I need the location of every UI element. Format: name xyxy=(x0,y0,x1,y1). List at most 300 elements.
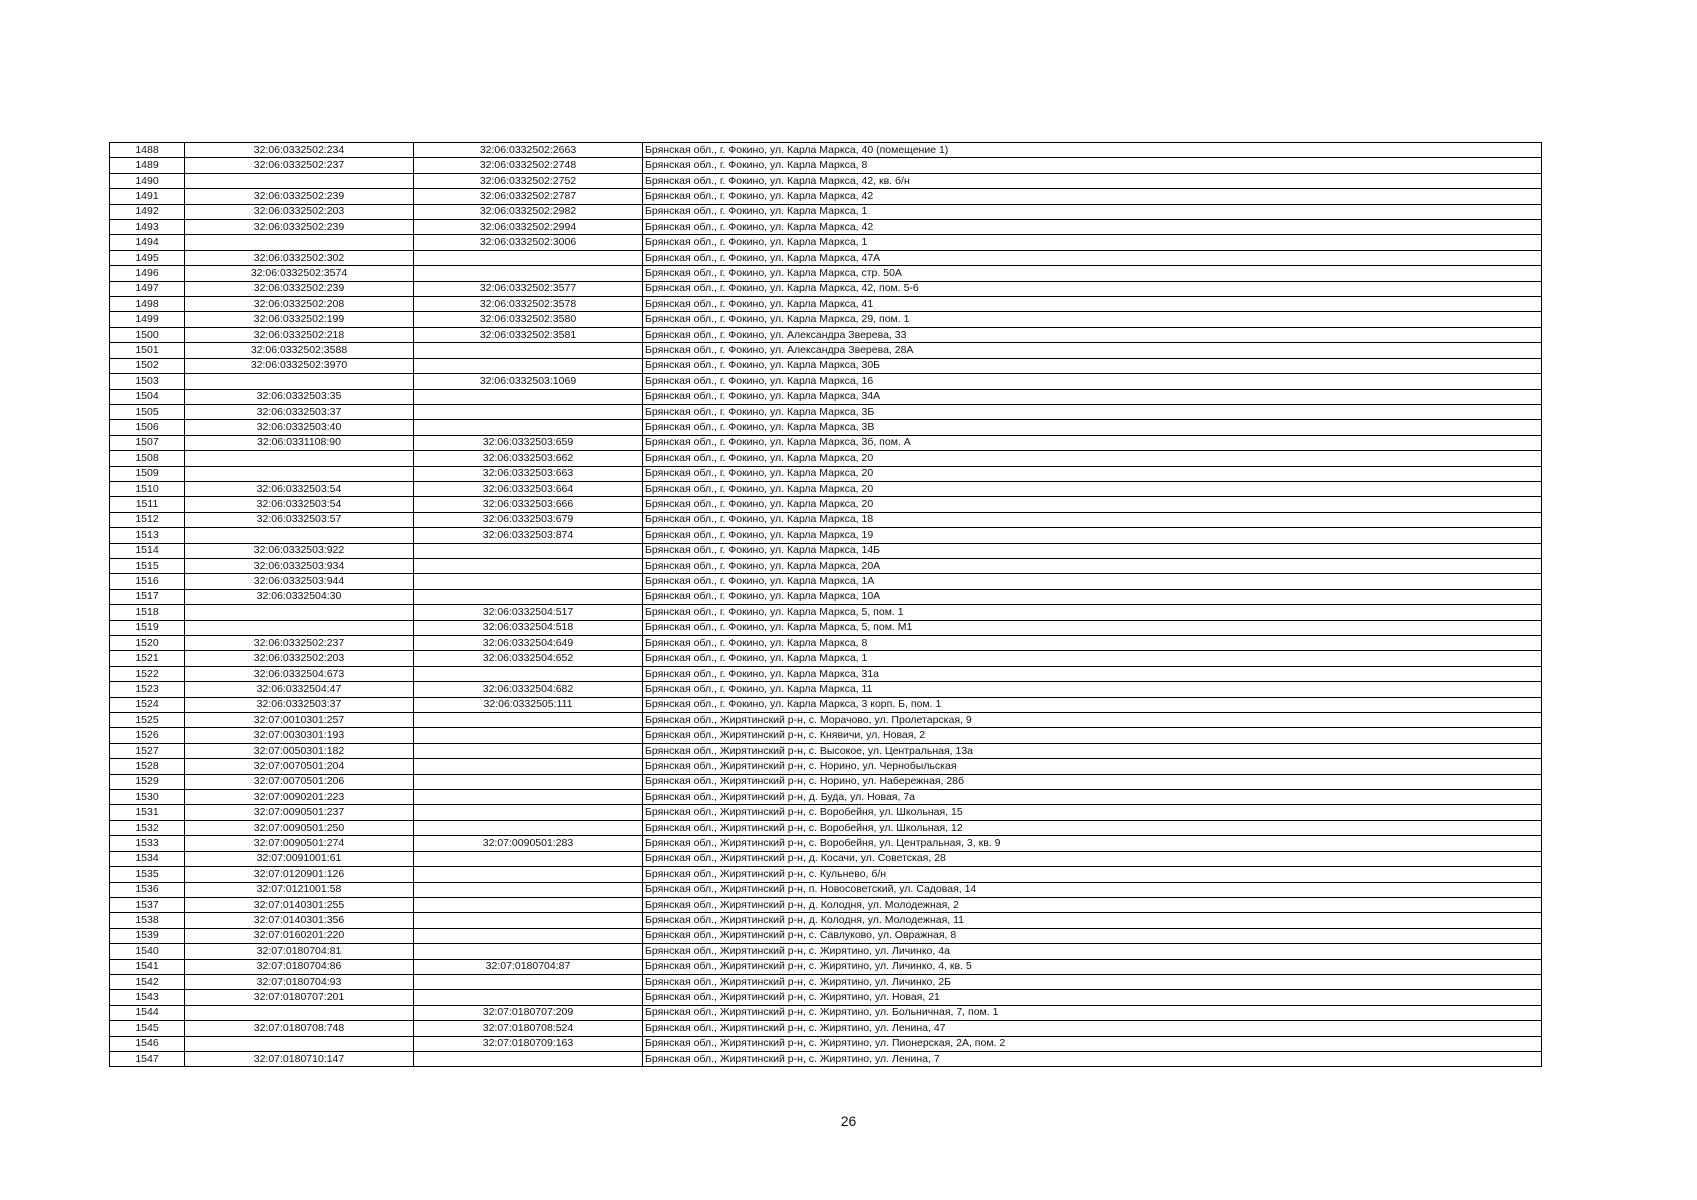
cadastral-number-object-cell: 32:06:0332502:302 xyxy=(185,250,414,265)
cadastral-number-premise-cell: 32:06:0332503:1069 xyxy=(414,374,643,389)
cadastral-number-object-cell xyxy=(185,1005,414,1020)
address-cell: Брянская обл., г. Фокино, ул. Карла Маркса, 16 xyxy=(643,374,1542,389)
address-cell: Брянская обл., Жирятинский р-н, с. Высокое, ул. Центральная, 13а xyxy=(643,743,1542,758)
cadastral-number-premise-cell xyxy=(414,713,643,728)
table-row xyxy=(110,990,1542,1005)
row-number-cell: 1489 xyxy=(110,158,185,173)
row-number-cell: 1519 xyxy=(110,620,185,635)
address-cell: Брянская обл., г. Фокино, ул. Карла Маркса, 42 xyxy=(643,189,1542,204)
cadastral-number-object-cell: 32:07:0180704:81 xyxy=(185,944,414,959)
cadastral-number-object-cell: 32:06:0332502:208 xyxy=(185,297,414,312)
table-row xyxy=(110,1021,1542,1036)
cadastral-number-premise-cell: 32:07:0090501:283 xyxy=(414,836,643,851)
row-number-cell: 1502 xyxy=(110,358,185,373)
cadastral-number-premise-cell: 32:07:0180709:163 xyxy=(414,1036,643,1051)
address-cell: Брянская обл., г. Фокино, ул. Александра Зверева, 33 xyxy=(643,327,1542,342)
address-cell: Брянская обл., г. Фокино, ул. Карла Маркса, 42 xyxy=(643,220,1542,235)
cadastral-number-premise-cell: 32:07:0180707:209 xyxy=(414,1005,643,1020)
table-row xyxy=(110,420,1542,435)
cadastral-number-object-cell: 32:07:0180710:147 xyxy=(185,1051,414,1066)
cadastral-number-object-cell: 32:06:0332503:934 xyxy=(185,558,414,573)
row-number-cell: 1524 xyxy=(110,697,185,712)
cadastral-number-object-cell: 32:07:0160201:220 xyxy=(185,928,414,943)
table-row xyxy=(110,774,1542,789)
table-row xyxy=(110,697,1542,712)
table-row xyxy=(110,158,1542,173)
address-cell: Брянская обл., г. Фокино, ул. Карла Маркса, 20А xyxy=(643,558,1542,573)
cadastral-number-premise-cell: 32:06:0332502:2982 xyxy=(414,204,643,219)
table-row xyxy=(110,620,1542,635)
cadastral-number-object-cell: 32:06:0332503:35 xyxy=(185,389,414,404)
address-cell: Брянская обл., г. Фокино, ул. Карла Маркса, 5, пом. М1 xyxy=(643,620,1542,635)
table-row xyxy=(110,281,1542,296)
row-number-cell: 1523 xyxy=(110,682,185,697)
address-cell: Брянская обл., Жирятинский р-н, с. Жирятино, ул. Больничная, 7, пом. 1 xyxy=(643,1005,1542,1020)
address-cell: Брянская обл., Жирятинский р-н, с. Княвичи, ул. Новая, 2 xyxy=(643,728,1542,743)
cadastral-number-premise-cell xyxy=(414,266,643,281)
cadastral-number-premise-cell xyxy=(414,820,643,835)
page-number: 26 xyxy=(840,1113,857,1129)
cadastral-number-premise-cell xyxy=(414,851,643,866)
address-cell: Брянская обл., г. Фокино, ул. Карла Маркса, 8 xyxy=(643,158,1542,173)
registry-table-body xyxy=(110,143,1542,1067)
address-cell: Брянская обл., г. Фокино, ул. Карла Маркса, 1 xyxy=(643,235,1542,250)
row-number-cell: 1495 xyxy=(110,250,185,265)
address-cell: Брянская обл., г. Фокино, ул. Карла Маркса, 41 xyxy=(643,297,1542,312)
cadastral-number-object-cell: 32:06:0332502:203 xyxy=(185,204,414,219)
row-number-cell: 1540 xyxy=(110,944,185,959)
cadastral-number-premise-cell: 32:06:0332503:662 xyxy=(414,451,643,466)
row-number-cell: 1490 xyxy=(110,173,185,188)
address-cell: Брянская обл., г. Фокино, ул. Карла Маркса, 20 xyxy=(643,481,1542,496)
table-row xyxy=(110,728,1542,743)
row-number-cell: 1539 xyxy=(110,928,185,943)
address-cell: Брянская обл., г. Фокино, ул. Карла Маркса, 3Б xyxy=(643,404,1542,419)
table-row xyxy=(110,327,1542,342)
address-cell: Брянская обл., г. Фокино, ул. Карла Маркса, 20 xyxy=(643,497,1542,512)
row-number-cell: 1547 xyxy=(110,1051,185,1066)
cadastral-number-object-cell: 32:07:0030301:193 xyxy=(185,728,414,743)
address-cell: Брянская обл., г. Фокино, ул. Карла Маркса, 3В xyxy=(643,420,1542,435)
row-number-cell: 1511 xyxy=(110,497,185,512)
table-row xyxy=(110,389,1542,404)
row-number-cell: 1494 xyxy=(110,235,185,250)
row-number-cell: 1533 xyxy=(110,836,185,851)
address-cell: Брянская обл., Жирятинский р-н, д. Колодня, ул. Молодежная, 2 xyxy=(643,897,1542,912)
table-row xyxy=(110,605,1542,620)
table-row xyxy=(110,974,1542,989)
table-row xyxy=(110,1005,1542,1020)
cadastral-number-premise-cell: 32:06:0332504:518 xyxy=(414,620,643,635)
cadastral-number-premise-cell xyxy=(414,666,643,681)
row-number-cell: 1541 xyxy=(110,959,185,974)
address-cell: Брянская обл., г. Фокино, ул. Карла Маркса, 42, кв. б/н xyxy=(643,173,1542,188)
cadastral-number-object-cell: 32:06:0332503:944 xyxy=(185,574,414,589)
table-row xyxy=(110,312,1542,327)
cadastral-number-object-cell: 32:07:0090501:274 xyxy=(185,836,414,851)
cadastral-number-object-cell: 32:06:0332503:922 xyxy=(185,543,414,558)
cadastral-number-premise-cell: 32:06:0332502:2994 xyxy=(414,220,643,235)
cadastral-number-object-cell: 32:06:0332502:3574 xyxy=(185,266,414,281)
row-number-cell: 1516 xyxy=(110,574,185,589)
cadastral-number-object-cell: 32:06:0332502:234 xyxy=(185,143,414,158)
address-cell: Брянская обл., Жирятинский р-н, с. Жирятино, ул. Пионерская, 2А, пом. 2 xyxy=(643,1036,1542,1051)
cadastral-number-object-cell: 32:06:0332503:57 xyxy=(185,512,414,527)
cadastral-number-object-cell xyxy=(185,1036,414,1051)
cadastral-number-premise-cell xyxy=(414,389,643,404)
row-number-cell: 1505 xyxy=(110,404,185,419)
row-number-cell: 1522 xyxy=(110,666,185,681)
cadastral-number-premise-cell: 32:06:0332504:517 xyxy=(414,605,643,620)
address-cell: Брянская обл., г. Фокино, ул. Карла Маркса, 10А xyxy=(643,589,1542,604)
cadastral-number-object-cell: 32:07:0070501:206 xyxy=(185,774,414,789)
row-number-cell: 1546 xyxy=(110,1036,185,1051)
cadastral-number-premise-cell xyxy=(414,574,643,589)
row-number-cell: 1508 xyxy=(110,451,185,466)
cadastral-number-premise-cell: 32:06:0332502:2748 xyxy=(414,158,643,173)
cadastral-number-object-cell: 32:06:0332502:239 xyxy=(185,220,414,235)
row-number-cell: 1507 xyxy=(110,435,185,450)
row-number-cell: 1528 xyxy=(110,759,185,774)
cadastral-number-premise-cell xyxy=(414,743,643,758)
address-cell: Брянская обл., Жирятинский р-н, с. Морачово, ул. Пролетарская, 9 xyxy=(643,713,1542,728)
cadastral-number-object-cell: 32:07:0140301:255 xyxy=(185,897,414,912)
row-number-cell: 1535 xyxy=(110,867,185,882)
table-row xyxy=(110,743,1542,758)
table-row xyxy=(110,297,1542,312)
cadastral-number-premise-cell: 32:06:0332503:659 xyxy=(414,435,643,450)
cadastral-number-object-cell xyxy=(185,466,414,481)
address-cell: Брянская обл., Жирятинский р-н, с. Норино, ул. Набережная, 28б xyxy=(643,774,1542,789)
table-row xyxy=(110,867,1542,882)
cadastral-number-premise-cell: 32:06:0332505:111 xyxy=(414,697,643,712)
cadastral-number-object-cell: 32:07:0121001:58 xyxy=(185,882,414,897)
row-number-cell: 1497 xyxy=(110,281,185,296)
cadastral-number-object-cell xyxy=(185,620,414,635)
cadastral-number-premise-cell xyxy=(414,250,643,265)
registry-table xyxy=(109,142,1542,1067)
cadastral-number-premise-cell: 32:06:0332503:874 xyxy=(414,528,643,543)
row-number-cell: 1532 xyxy=(110,820,185,835)
table-row xyxy=(110,913,1542,928)
cadastral-number-premise-cell: 32:06:0332504:682 xyxy=(414,682,643,697)
cadastral-number-object-cell: 32:06:0332503:54 xyxy=(185,481,414,496)
cadastral-number-object-cell xyxy=(185,235,414,250)
row-number-cell: 1501 xyxy=(110,343,185,358)
address-cell: Брянская обл., Жирятинский р-н, д. Буда, ул. Новая, 7а xyxy=(643,790,1542,805)
address-cell: Брянская обл., г. Фокино, ул. Александра Зверева, 28А xyxy=(643,343,1542,358)
cadastral-number-premise-cell xyxy=(414,867,643,882)
row-number-cell: 1526 xyxy=(110,728,185,743)
cadastral-number-premise-cell: 32:06:0332502:2752 xyxy=(414,173,643,188)
table-row xyxy=(110,404,1542,419)
cadastral-number-object-cell: 32:07:0091001:61 xyxy=(185,851,414,866)
cadastral-number-object-cell: 32:06:0332502:203 xyxy=(185,651,414,666)
table-row xyxy=(110,1051,1542,1066)
row-number-cell: 1538 xyxy=(110,913,185,928)
table-row xyxy=(110,512,1542,527)
row-number-cell: 1506 xyxy=(110,420,185,435)
table-row xyxy=(110,143,1542,158)
cadastral-number-premise-cell xyxy=(414,558,643,573)
row-number-cell: 1542 xyxy=(110,974,185,989)
row-number-cell: 1537 xyxy=(110,897,185,912)
table-row xyxy=(110,928,1542,943)
table-row xyxy=(110,959,1542,974)
cadastral-number-premise-cell: 32:06:0332502:3580 xyxy=(414,312,643,327)
address-cell: Брянская обл., г. Фокино, ул. Карла Маркса, 3 корп. Б, пом. 1 xyxy=(643,697,1542,712)
table-row xyxy=(110,558,1542,573)
cadastral-number-premise-cell xyxy=(414,1051,643,1066)
address-cell: Брянская обл., г. Фокино, ул. Карла Маркса, 18 xyxy=(643,512,1542,527)
address-cell: Брянская обл., Жирятинский р-н, с. Норино, ул. Чернобыльская xyxy=(643,759,1542,774)
row-number-cell: 1493 xyxy=(110,220,185,235)
address-cell: Брянская обл., г. Фокино, ул. Карла Маркса, 31а xyxy=(643,666,1542,681)
row-number-cell: 1527 xyxy=(110,743,185,758)
row-number-cell: 1530 xyxy=(110,790,185,805)
address-cell: Брянская обл., г. Фокино, ул. Карла Маркса, 1 xyxy=(643,204,1542,219)
row-number-cell: 1525 xyxy=(110,713,185,728)
cadastral-number-premise-cell xyxy=(414,944,643,959)
row-number-cell: 1504 xyxy=(110,389,185,404)
address-cell: Брянская обл., г. Фокино, ул. Карла Маркса, 5, пом. 1 xyxy=(643,605,1542,620)
row-number-cell: 1509 xyxy=(110,466,185,481)
row-number-cell: 1510 xyxy=(110,481,185,496)
address-cell: Брянская обл., Жирятинский р-н, с. Воробейня, ул. Центральная, 3, кв. 9 xyxy=(643,836,1542,851)
row-number-cell: 1518 xyxy=(110,605,185,620)
address-cell: Брянская обл., г. Фокино, ул. Карла Маркса, 30Б xyxy=(643,358,1542,373)
row-number-cell: 1536 xyxy=(110,882,185,897)
cadastral-number-premise-cell xyxy=(414,589,643,604)
table-row xyxy=(110,451,1542,466)
address-cell: Брянская обл., Жирятинский р-н, с. Савлуково, ул. Овражная, 8 xyxy=(643,928,1542,943)
table-row xyxy=(110,204,1542,219)
cadastral-number-object-cell: 32:07:0140301:356 xyxy=(185,913,414,928)
address-cell: Брянская обл., г. Фокино, ул. Карла Маркса, 40 (помещение 1) xyxy=(643,143,1542,158)
cadastral-number-premise-cell: 32:06:0332504:649 xyxy=(414,636,643,651)
table-row xyxy=(110,435,1542,450)
address-cell: Брянская обл., г. Фокино, ул. Карла Маркса, 19 xyxy=(643,528,1542,543)
cadastral-number-object-cell xyxy=(185,451,414,466)
row-number-cell: 1500 xyxy=(110,327,185,342)
row-number-cell: 1499 xyxy=(110,312,185,327)
table-row xyxy=(110,589,1542,604)
address-cell: Брянская обл., г. Фокино, ул. Карла Маркса, стр. 50А xyxy=(643,266,1542,281)
table-row xyxy=(110,897,1542,912)
cadastral-number-object-cell: 32:07:0090201:223 xyxy=(185,790,414,805)
address-cell: Брянская обл., Жирятинский р-н, с. Жирятино, ул. Новая, 21 xyxy=(643,990,1542,1005)
address-cell: Брянская обл., Жирятинский р-н, д. Колодня, ул. Молодежная, 11 xyxy=(643,913,1542,928)
cadastral-number-premise-cell xyxy=(414,882,643,897)
row-number-cell: 1515 xyxy=(110,558,185,573)
cadastral-number-premise-cell: 32:06:0332503:666 xyxy=(414,497,643,512)
cadastral-number-premise-cell xyxy=(414,790,643,805)
address-cell: Брянская обл., Жирятинский р-н, с. Жирятино, ул. Личинко, 2Б xyxy=(643,974,1542,989)
cadastral-number-premise-cell xyxy=(414,343,643,358)
cadastral-number-premise-cell xyxy=(414,728,643,743)
address-cell: Брянская обл., г. Фокино, ул. Карла Маркса, 14Б xyxy=(643,543,1542,558)
row-number-cell: 1521 xyxy=(110,651,185,666)
row-number-cell: 1512 xyxy=(110,512,185,527)
cadastral-number-object-cell: 32:06:0332502:199 xyxy=(185,312,414,327)
cadastral-number-object-cell: 32:06:0331108:90 xyxy=(185,435,414,450)
table-row xyxy=(110,574,1542,589)
cadastral-number-premise-cell xyxy=(414,759,643,774)
row-number-cell: 1503 xyxy=(110,374,185,389)
row-number-cell: 1488 xyxy=(110,143,185,158)
cadastral-number-object-cell: 32:06:0332502:239 xyxy=(185,189,414,204)
cadastral-number-premise-cell: 32:06:0332502:3581 xyxy=(414,327,643,342)
address-cell: Брянская обл., г. Фокино, ул. Карла Маркса, 11 xyxy=(643,682,1542,697)
table-row xyxy=(110,790,1542,805)
table-row xyxy=(110,343,1542,358)
row-number-cell: 1544 xyxy=(110,1005,185,1020)
row-number-cell: 1491 xyxy=(110,189,185,204)
cadastral-number-object-cell: 32:06:0332502:218 xyxy=(185,327,414,342)
table-row xyxy=(110,636,1542,651)
row-number-cell: 1498 xyxy=(110,297,185,312)
address-cell: Брянская обл., г. Фокино, ул. Карла Маркса, 20 xyxy=(643,451,1542,466)
table-row xyxy=(110,528,1542,543)
address-cell: Брянская обл., Жирятинский р-н, с. Воробейня, ул. Школьная, 15 xyxy=(643,805,1542,820)
address-cell: Брянская обл., Жирятинский р-н, п. Новосоветский, ул. Садовая, 14 xyxy=(643,882,1542,897)
row-number-cell: 1513 xyxy=(110,528,185,543)
row-number-cell: 1514 xyxy=(110,543,185,558)
table-row xyxy=(110,481,1542,496)
address-cell: Брянская обл., Жирятинский р-н, с. Жирятино, ул. Личинко, 4а xyxy=(643,944,1542,959)
cadastral-number-object-cell: 32:06:0332504:30 xyxy=(185,589,414,604)
address-cell: Брянская обл., г. Фокино, ул. Карла Маркса, 8 xyxy=(643,636,1542,651)
cadastral-number-premise-cell xyxy=(414,404,643,419)
table-row xyxy=(110,358,1542,373)
cadastral-number-object-cell: 32:07:0090501:237 xyxy=(185,805,414,820)
address-cell: Брянская обл., Жирятинский р-н, с. Воробейня, ул. Школьная, 12 xyxy=(643,820,1542,835)
table-row xyxy=(110,836,1542,851)
table-row xyxy=(110,189,1542,204)
table-row xyxy=(110,666,1542,681)
cadastral-number-object-cell: 32:07:0180707:201 xyxy=(185,990,414,1005)
table-row xyxy=(110,543,1542,558)
table-row xyxy=(110,944,1542,959)
row-number-cell: 1534 xyxy=(110,851,185,866)
cadastral-number-object-cell: 32:07:0180704:93 xyxy=(185,974,414,989)
row-number-cell: 1496 xyxy=(110,266,185,281)
cadastral-number-premise-cell: 32:06:0332502:3577 xyxy=(414,281,643,296)
cadastral-number-premise-cell: 32:06:0332504:652 xyxy=(414,651,643,666)
cadastral-number-object-cell: 32:06:0332502:239 xyxy=(185,281,414,296)
cadastral-number-object-cell xyxy=(185,528,414,543)
cadastral-number-premise-cell: 32:07:0180704:87 xyxy=(414,959,643,974)
row-number-cell: 1520 xyxy=(110,636,185,651)
table-row xyxy=(110,713,1542,728)
table-row xyxy=(110,220,1542,235)
cadastral-number-object-cell: 32:06:0332502:237 xyxy=(185,636,414,651)
cadastral-number-object-cell: 32:06:0332503:54 xyxy=(185,497,414,512)
cadastral-number-premise-cell xyxy=(414,897,643,912)
table-row xyxy=(110,651,1542,666)
cadastral-number-object-cell xyxy=(185,374,414,389)
cadastral-number-premise-cell xyxy=(414,928,643,943)
cadastral-number-premise-cell xyxy=(414,774,643,789)
cadastral-number-object-cell: 32:07:0010301:257 xyxy=(185,713,414,728)
table-row xyxy=(110,374,1542,389)
table-row xyxy=(110,682,1542,697)
table-row xyxy=(110,266,1542,281)
cadastral-number-object-cell: 32:06:0332503:37 xyxy=(185,697,414,712)
cadastral-number-premise-cell xyxy=(414,913,643,928)
cadastral-number-object-cell: 32:07:0180704:86 xyxy=(185,959,414,974)
table-row xyxy=(110,173,1542,188)
address-cell: Брянская обл., Жирятинский р-н, с. Жирятино, ул. Ленина, 47 xyxy=(643,1021,1542,1036)
address-cell: Брянская обл., Жирятинский р-н, с. Жирятино, ул. Личинко, 4, кв. 5 xyxy=(643,959,1542,974)
table-row xyxy=(110,497,1542,512)
cadastral-number-object-cell: 32:06:0332504:47 xyxy=(185,682,414,697)
cadastral-number-premise-cell: 32:06:0332503:664 xyxy=(414,481,643,496)
cadastral-number-premise-cell: 32:06:0332502:2787 xyxy=(414,189,643,204)
address-cell: Брянская обл., г. Фокино, ул. Карла Маркса, 34А xyxy=(643,389,1542,404)
table-row xyxy=(110,820,1542,835)
address-cell: Брянская обл., г. Фокино, ул. Карла Маркса, 47А xyxy=(643,250,1542,265)
table-row xyxy=(110,851,1542,866)
cadastral-number-object-cell: 32:07:0050301:182 xyxy=(185,743,414,758)
address-cell: Брянская обл., г. Фокино, ул. Карла Маркса, 29, пом. 1 xyxy=(643,312,1542,327)
cadastral-number-premise-cell: 32:06:0332503:663 xyxy=(414,466,643,481)
table-row xyxy=(110,1036,1542,1051)
cadastral-number-premise-cell xyxy=(414,990,643,1005)
address-cell: Брянская обл., Жирятинский р-н, д. Косачи, ул. Советская, 28 xyxy=(643,851,1542,866)
table-row xyxy=(110,250,1542,265)
cadastral-number-premise-cell xyxy=(414,420,643,435)
cadastral-number-premise-cell: 32:06:0332502:2663 xyxy=(414,143,643,158)
table-row xyxy=(110,235,1542,250)
row-number-cell: 1543 xyxy=(110,990,185,1005)
address-cell: Брянская обл., г. Фокино, ул. Карла Маркса, 20 xyxy=(643,466,1542,481)
row-number-cell: 1529 xyxy=(110,774,185,789)
cadastral-number-object-cell: 32:06:0332502:3588 xyxy=(185,343,414,358)
cadastral-number-object-cell: 32:06:0332504:673 xyxy=(185,666,414,681)
cadastral-number-premise-cell: 32:07:0180708:524 xyxy=(414,1021,643,1036)
cadastral-number-object-cell: 32:06:0332502:237 xyxy=(185,158,414,173)
cadastral-number-premise-cell xyxy=(414,805,643,820)
address-cell: Брянская обл., г. Фокино, ул. Карла Маркса, 3б, пом. А xyxy=(643,435,1542,450)
cadastral-number-object-cell: 32:06:0332502:3970 xyxy=(185,358,414,373)
cadastral-number-premise-cell xyxy=(414,543,643,558)
address-cell: Брянская обл., г. Фокино, ул. Карла Маркса, 42, пом. 5-6 xyxy=(643,281,1542,296)
address-cell: Брянская обл., Жирятинский р-н, с. Кульнево, б/н xyxy=(643,867,1542,882)
cadastral-number-object-cell xyxy=(185,173,414,188)
cadastral-number-premise-cell xyxy=(414,974,643,989)
cadastral-number-object-cell: 32:07:0070501:204 xyxy=(185,759,414,774)
cadastral-number-premise-cell: 32:06:0332503:679 xyxy=(414,512,643,527)
row-number-cell: 1517 xyxy=(110,589,185,604)
address-cell: Брянская обл., г. Фокино, ул. Карла Маркса, 1 xyxy=(643,651,1542,666)
address-cell: Брянская обл., Жирятинский р-н, с. Жирятино, ул. Ленина, 7 xyxy=(643,1051,1542,1066)
cadastral-number-object-cell: 32:07:0090501:250 xyxy=(185,820,414,835)
cadastral-number-premise-cell: 32:06:0332502:3006 xyxy=(414,235,643,250)
address-cell: Брянская обл., г. Фокино, ул. Карла Маркса, 1А xyxy=(643,574,1542,589)
row-number-cell: 1531 xyxy=(110,805,185,820)
table-row xyxy=(110,759,1542,774)
cadastral-number-object-cell xyxy=(185,605,414,620)
cadastral-number-object-cell: 32:07:0180708:748 xyxy=(185,1021,414,1036)
cadastral-number-object-cell: 32:06:0332503:40 xyxy=(185,420,414,435)
row-number-cell: 1492 xyxy=(110,204,185,219)
table-row xyxy=(110,805,1542,820)
table-row xyxy=(110,466,1542,481)
cadastral-number-premise-cell: 32:06:0332502:3578 xyxy=(414,297,643,312)
table-row xyxy=(110,882,1542,897)
cadastral-number-premise-cell xyxy=(414,358,643,373)
